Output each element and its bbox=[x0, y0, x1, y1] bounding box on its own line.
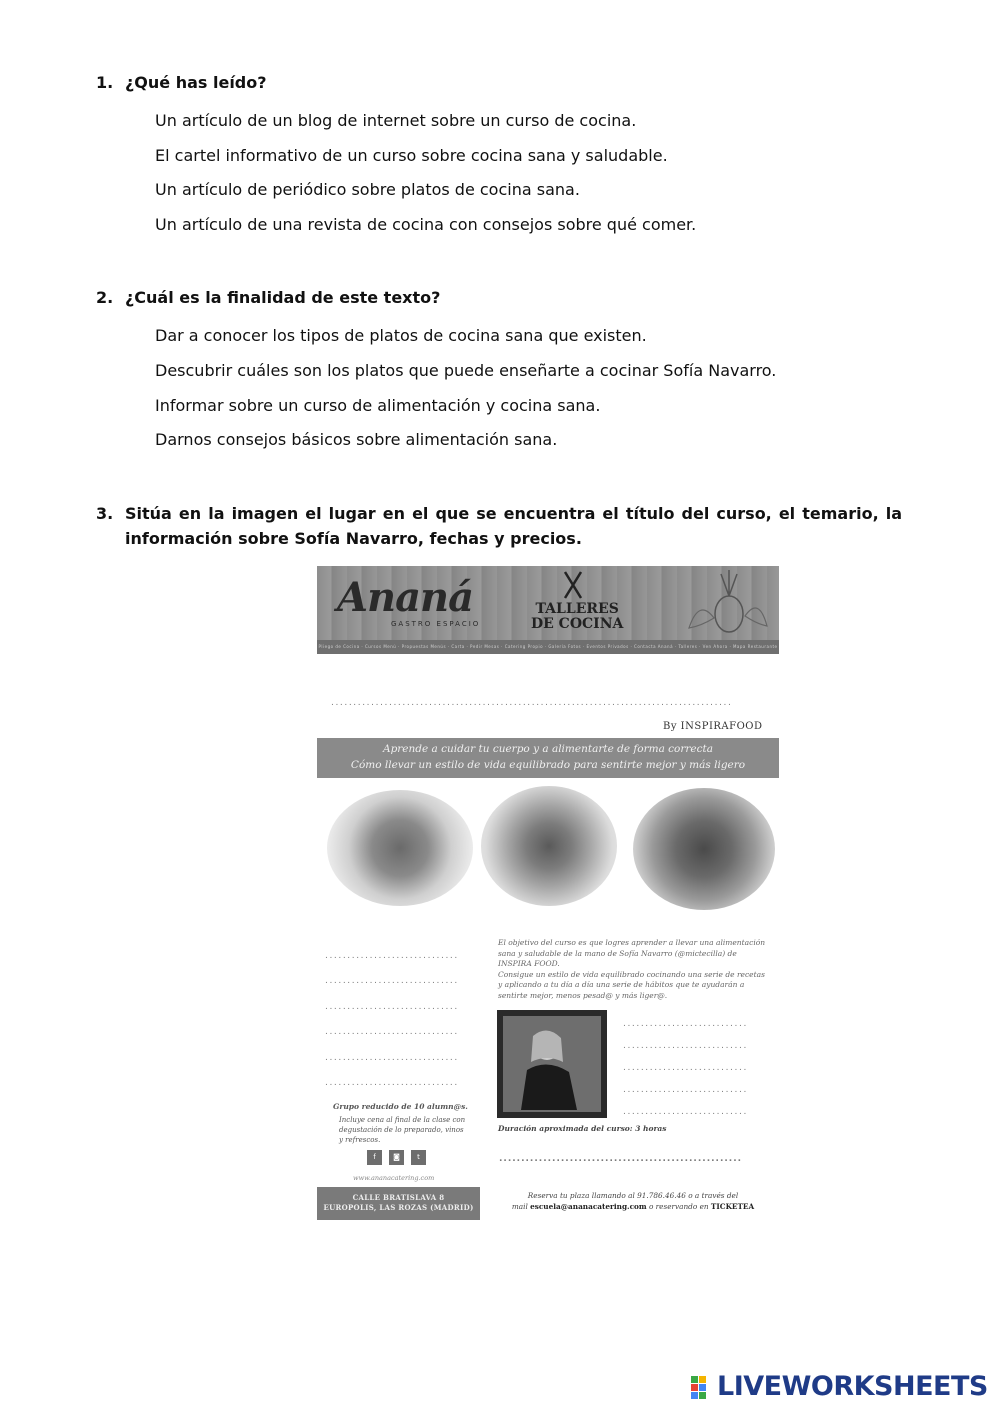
anana-logo: Ananá bbox=[337, 574, 474, 621]
question-3-number: 3. bbox=[96, 504, 114, 523]
address-box bbox=[317, 1187, 480, 1220]
blank-line-right-5[interactable]: ............................ bbox=[623, 1107, 748, 1117]
option-1-1[interactable]: Un artículo de un blog de internet sobre un curso de cocina. bbox=[155, 111, 637, 130]
blank-line-left-4[interactable]: .............................. bbox=[325, 1027, 459, 1037]
logo-subtitle: GASTRO ESPACIO bbox=[391, 620, 481, 628]
question-number: 1. bbox=[96, 73, 114, 92]
blank-line-left-1[interactable]: .............................. bbox=[325, 951, 459, 961]
course-description bbox=[498, 938, 768, 1001]
poster-banner bbox=[317, 566, 779, 654]
blank-line-left-2[interactable]: .............................. bbox=[325, 976, 459, 986]
plate-photo-3 bbox=[633, 788, 775, 910]
address-line-1: CALLE BRATISLAVA 8 bbox=[352, 1193, 445, 1202]
blank-line-left-3[interactable]: .............................. bbox=[325, 1002, 459, 1012]
portrait-image bbox=[497, 1010, 607, 1118]
question-text: ¿Qué has leído? bbox=[125, 73, 267, 92]
talleres-title bbox=[531, 602, 623, 632]
address-line-2: EUROPOLIS, LAS ROZAS (MADRID) bbox=[323, 1203, 474, 1212]
liveworksheets-brand: LIVEWORKSHEETS bbox=[717, 1371, 988, 1402]
blank-line-right-4[interactable]: ............................ bbox=[623, 1085, 748, 1095]
twitter-icon[interactable]: t bbox=[411, 1150, 426, 1165]
option-2-4[interactable]: Darnos consejos básicos sobre alimentación sana. bbox=[155, 430, 558, 449]
by-inspirafood: By INSPIRAFOOD bbox=[663, 721, 763, 732]
question-2 bbox=[96, 288, 440, 307]
blank-line-right-2[interactable]: ............................ bbox=[623, 1041, 748, 1051]
fork-knife-icon bbox=[562, 570, 584, 600]
option-1-4[interactable]: Un artículo de una revista de cocina con consejos sobre qué comer. bbox=[155, 215, 697, 234]
description-paragraph-1: El objetivo del curso es que logres aprender a llevar una alimentación sana y saludable de la mano de Sofía Navarro (@mictecilla) de INSPIRA FOOD. bbox=[498, 938, 766, 968]
banner-navigation: Pliego de Cocina · Cursos Menú · Propuestas Menús · Carta · Pedir Mesas · Catering Propio · Galería Fotos · Eventos Privados · Contacta Ananá · Talleres · Ven Ahora · Mapa Restaurante bbox=[317, 640, 779, 654]
reserve-mail-label: mail bbox=[511, 1202, 531, 1211]
blank-line-left-5[interactable]: .............................. bbox=[325, 1053, 459, 1063]
blank-line-right-3[interactable]: ............................ bbox=[623, 1063, 748, 1073]
plate-photo-1 bbox=[327, 790, 473, 906]
band-line-2: Cómo llevar un estilo de vida equilibrado para sentirte mejor y más ligero bbox=[350, 759, 746, 771]
reserve-line-1: Reserva tu plaza llamando al 91.786.46.46 o a través del bbox=[527, 1191, 739, 1200]
reserve-or: o reservando en bbox=[646, 1202, 711, 1211]
reserve-email[interactable]: escuela@ananacatering.com bbox=[530, 1202, 647, 1211]
sofia-navarro-photo bbox=[497, 1010, 607, 1118]
option-2-1[interactable]: Dar a conocer los tipos de platos de cocina sana que existen. bbox=[155, 326, 647, 345]
option-1-3[interactable]: Un artículo de periódico sobre platos de cocina sana. bbox=[155, 180, 580, 199]
plate-photo-2 bbox=[481, 786, 617, 906]
liveworksheets-logo-icon bbox=[690, 1372, 716, 1402]
question-text: ¿Cuál es la finalidad de este texto? bbox=[125, 288, 441, 307]
website-link[interactable]: www.ananacatering.com bbox=[353, 1174, 435, 1182]
talleres-line-2: DE COCINA bbox=[531, 616, 624, 632]
subtitle-band bbox=[317, 738, 779, 778]
band-line-1: Aprende a cuidar tu cuerpo y a alimentarte de forma correcta bbox=[382, 743, 713, 755]
description-paragraph-2: Consigue un estilo de vida equilibrado cocinando una serie de recetas y aplicando a tu día a día una serie de hábitos que te ayudarán a sentirte mejor, menos pesad@ y más liger@. bbox=[498, 969, 765, 1000]
reserve-ticketea[interactable]: TICKETEA bbox=[710, 1202, 755, 1211]
course-poster bbox=[317, 566, 779, 1220]
facebook-icon[interactable]: f bbox=[367, 1150, 382, 1165]
question-number: 2. bbox=[96, 288, 114, 307]
pineapple-leaf-icon bbox=[679, 568, 777, 638]
question-3-text: Sitúa en la imagen el lugar en el que se encuentra el título del curso, el temario, la información sobre Sofía Navarro, fechas y precios. bbox=[125, 504, 902, 548]
blank-line-right-1[interactable]: ............................ bbox=[623, 1019, 748, 1029]
grupo-reducido: Grupo reducido de 10 alumn@s. bbox=[333, 1102, 468, 1111]
option-1-2[interactable]: El cartel informativo de un curso sobre cocina sana y saludable. bbox=[155, 146, 668, 165]
blank-line-dates[interactable]: ....................................................... bbox=[499, 1154, 743, 1164]
instagram-icon[interactable]: ◙ bbox=[389, 1150, 404, 1165]
option-2-3[interactable]: Informar sobre un curso de alimentación y cocina sana. bbox=[155, 396, 601, 415]
talleres-line-1: TALLERES bbox=[535, 601, 619, 617]
incluye-cena: Incluye cena al final de la clase con degustación de lo preparado, vinos y refrescos. bbox=[339, 1116, 466, 1144]
course-duration: Duración aproximada del curso: 3 horas bbox=[498, 1124, 667, 1133]
reservation-info bbox=[498, 1190, 768, 1212]
option-2-2[interactable]: Descubrir cuáles son los platos que puede enseñarte a cocinar Sofía Navarro. bbox=[155, 361, 777, 380]
question-1 bbox=[96, 73, 267, 92]
blank-title-line[interactable]: .......................................................................................... bbox=[331, 698, 733, 708]
blank-line-left-6[interactable]: .............................. bbox=[325, 1078, 459, 1088]
reserve-line-2 bbox=[498, 1201, 768, 1212]
